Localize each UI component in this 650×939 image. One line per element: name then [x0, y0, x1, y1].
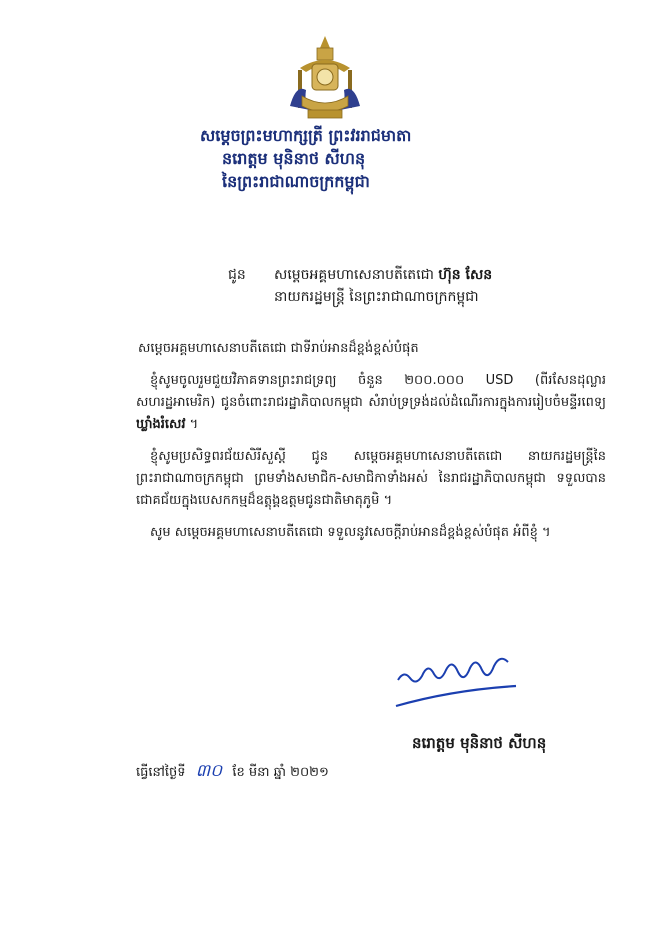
paragraph-donation-end: ។	[185, 417, 199, 432]
paragraph-closing: សូម សម្តេចអគ្គមហាសេនាបតីតេជោ ទទួលនូវសេចក្តីរាប់អានដ៏ខ្ពង់ខ្ពស់បំផុត អំពីខ្ញុំ ។	[150, 525, 551, 540]
date-day: ៣០	[195, 761, 223, 781]
sender-name: នរោត្តម មុនិនាថ សីហនុ	[222, 149, 366, 168]
sender-kingdom: នៃព្រះរាជាណាចក្រកម្ពុជា	[222, 172, 370, 191]
hospital-name: ឃ្លាំងរំសេវ	[136, 417, 186, 432]
sender-title: សម្តេចព្រះមហាក្សត្រី ព្រះវររាជមាតា	[200, 126, 412, 145]
date-prefix: ធ្វើនៅថ្ងៃទី	[136, 765, 186, 780]
salutation: សម្តេចអគ្គមហាសេនាបតីតេជោ ជាទីរាប់អានដ៏ខ្ពង់ខ្ពស់បំផុត	[138, 341, 419, 356]
sender-block	[200, 124, 540, 193]
signer-name: នរោត្តម មុនិនាថ សីហនុ	[412, 734, 547, 752]
date-rest: ខែ មីនា ឆ្នាំ ២០២១	[232, 765, 329, 780]
recipient-to-label: ជូន	[228, 267, 246, 283]
paragraph-donation	[136, 370, 606, 436]
date-line	[136, 760, 329, 785]
recipient-title: នាយករដ្ឋមន្ត្រី នៃព្រះរាជាណាចក្រកម្ពុជា	[274, 289, 479, 305]
recipient-block	[228, 264, 492, 308]
paragraph-donation-text: ខ្ញុំសូមចូលរួមជួយវិភាគទានព្រះរាជទ្រព្យ ចំនួន ២០០.០០០ USD (ពីរសែនដុល្លារសហរដ្ឋអាមេរិក) ជូនចំពោះរាជរដ្ឋាភិបាលកម្ពុជា សំរាប់ទ្រទ្រង់ដល់ដំណើរការក្នុងការរៀបចំមន្ទីរពេទ្យ	[136, 373, 606, 410]
recipient-name: ហ៊ុន សែន	[438, 267, 493, 283]
royal-emblem-icon	[282, 34, 368, 124]
paragraph-blessing: ខ្ញុំសូមប្រសិទ្ធពរជ័យសិរីសួស្តី ជូន សម្តេចអគ្គមហាសេនាបតីតេជោ នាយករដ្ឋមន្ត្រីនៃព្រះរាជាណាចក្រកម្ពុជា ព្រមទាំងសមាជិក-សមាជិកាទាំងអស់ នៃរាជរដ្ឋាភិបាលកម្ពុជា ទទួលបានជោគជ័យក្នុងបេសកកម្មដ៏ឧត្តុង្គឧត្តមជូនជាតិមាតុភូមិ ។	[136, 449, 606, 508]
handwritten-signature	[392, 640, 522, 720]
recipient-name-prefix: សម្តេចអគ្គមហាសេនាបតីតេជោ	[274, 267, 434, 283]
letter-body	[136, 338, 606, 554]
